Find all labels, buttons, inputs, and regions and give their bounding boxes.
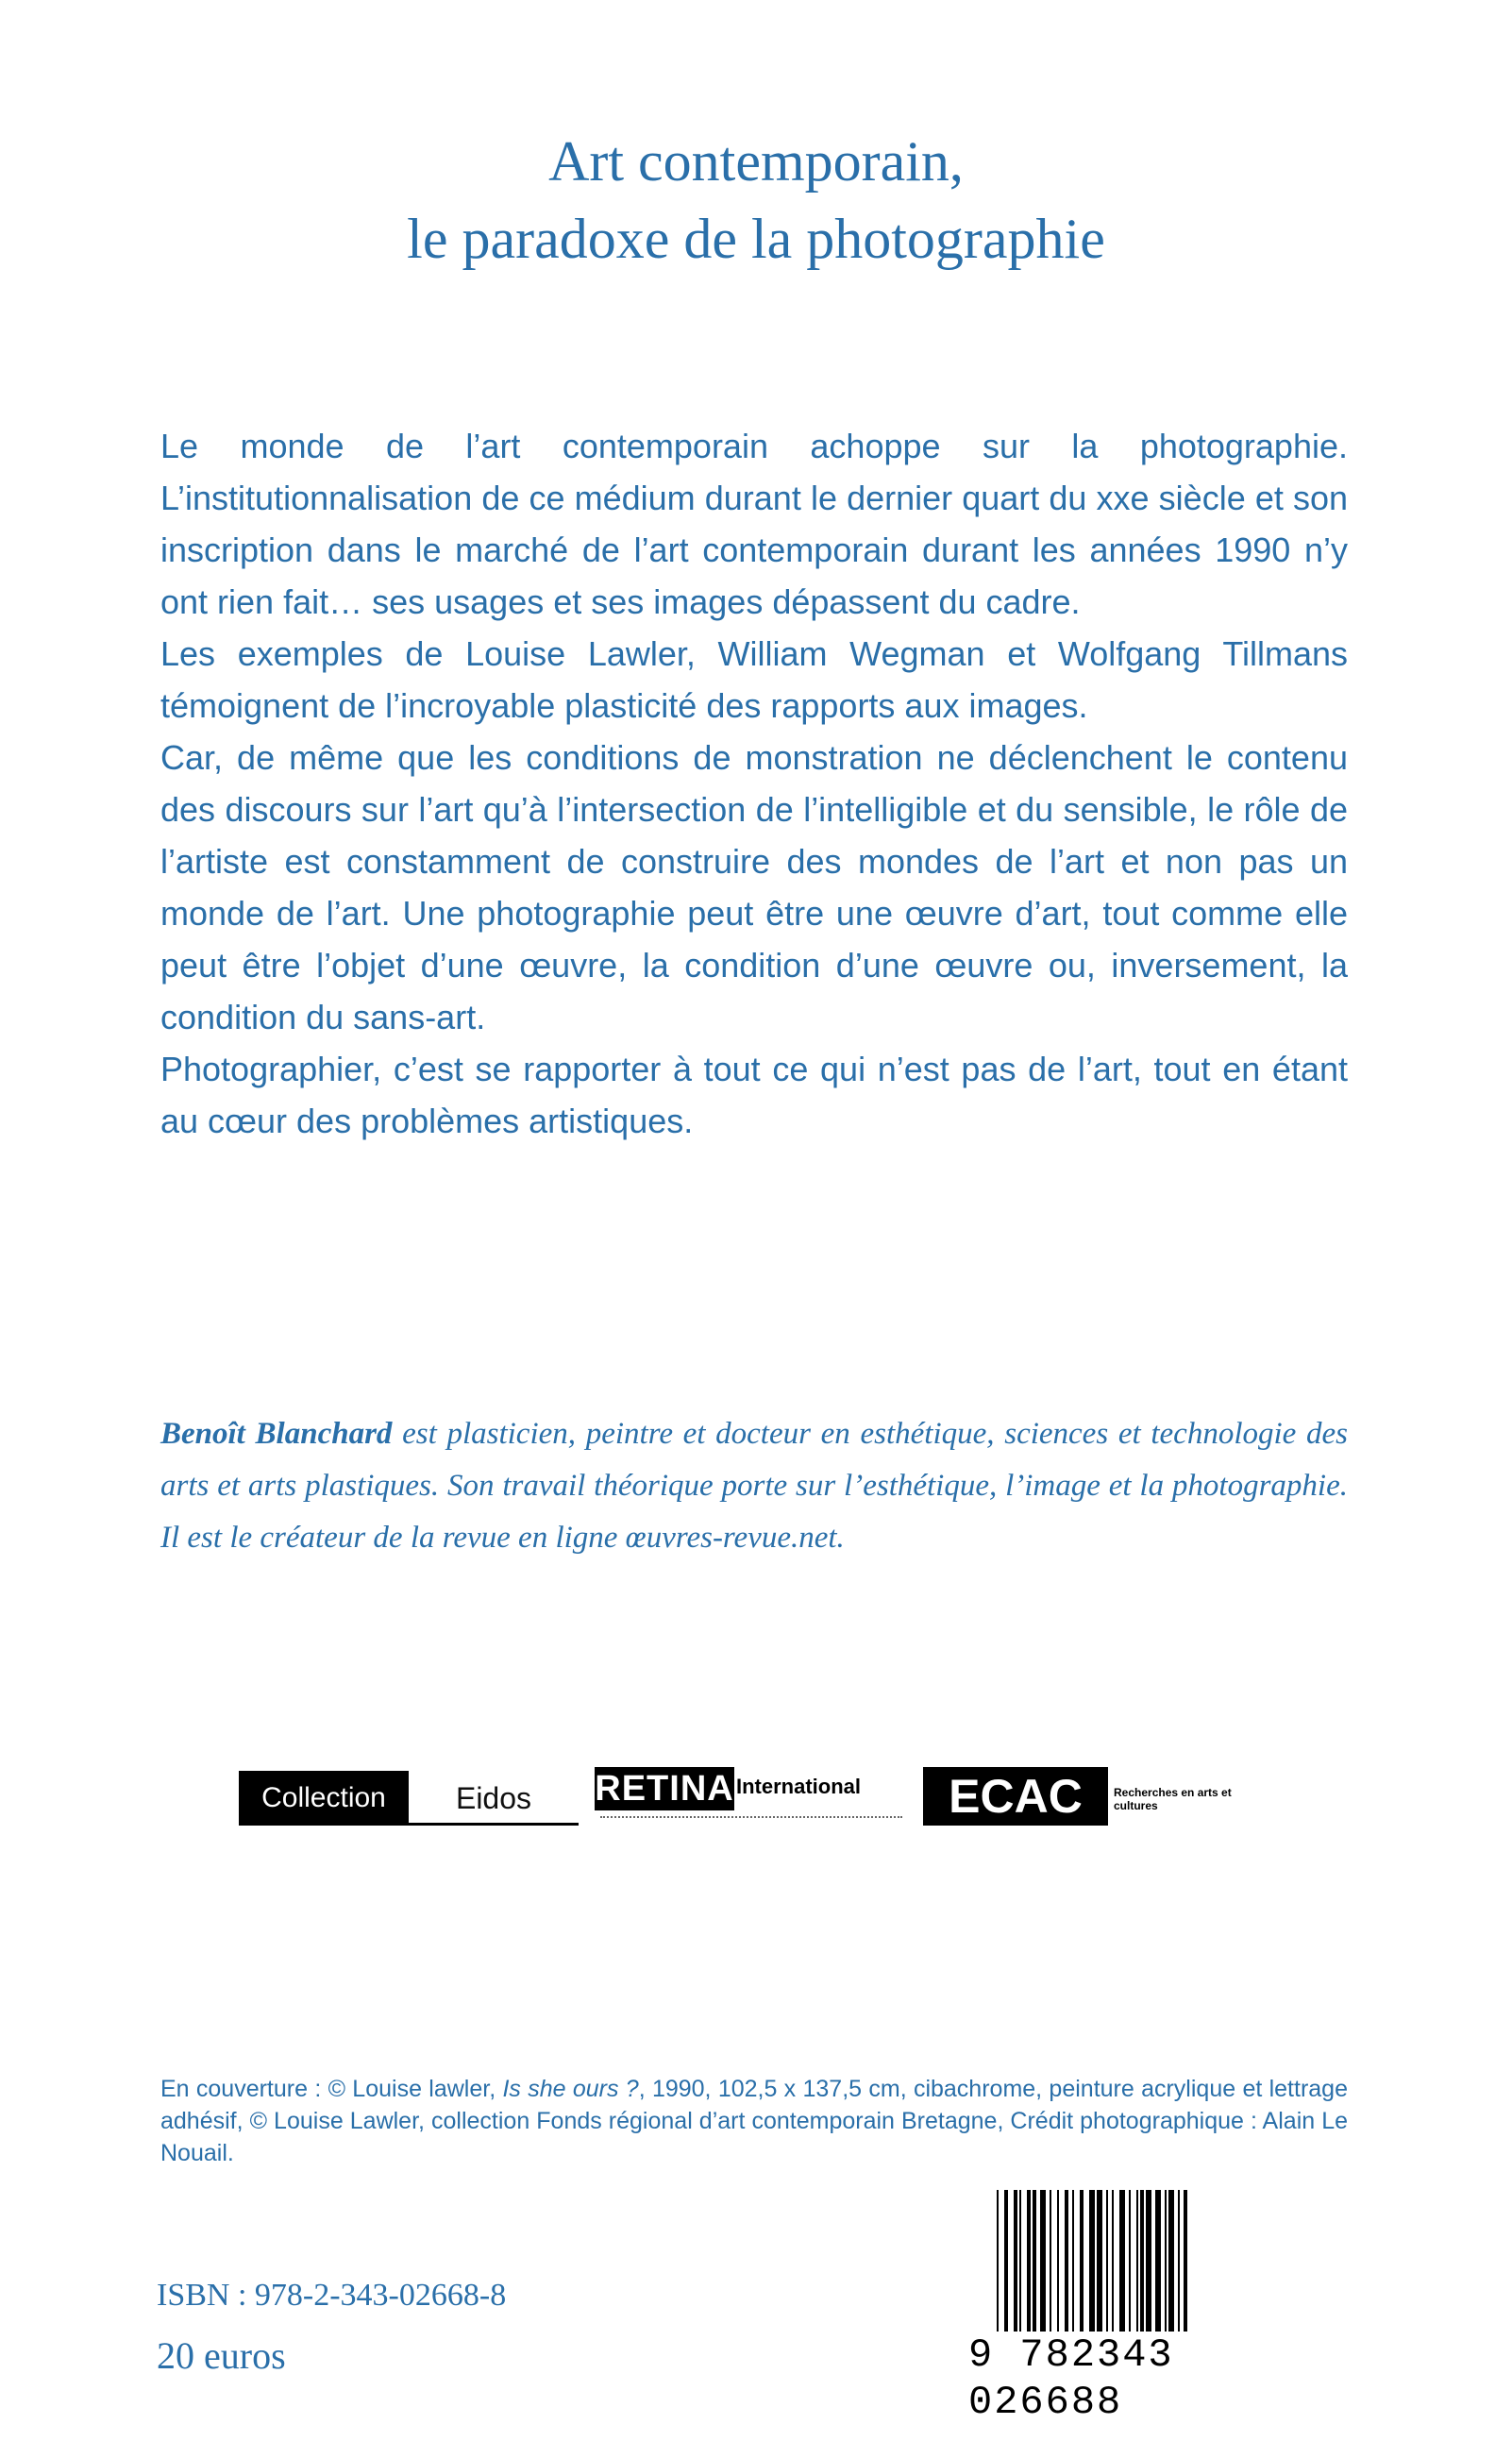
cover-credits — [160, 2073, 1348, 2169]
author-name: Benoît Blanchard — [160, 1417, 393, 1451]
barcode-bars — [997, 2190, 1348, 2350]
price: 20 euros — [157, 2334, 286, 2377]
barcode-bar — [1184, 2190, 1187, 2332]
barcode-bar — [1119, 2190, 1125, 2332]
title-line-2: le paradoxe de la photographie — [407, 208, 1105, 270]
barcode-bar — [997, 2190, 999, 2332]
author-bio — [160, 1408, 1348, 1564]
barcode-bar — [1155, 2190, 1161, 2332]
barcode-bar — [1140, 2190, 1144, 2332]
barcode-bar — [1065, 2190, 1068, 2332]
barcode — [968, 2190, 1348, 2425]
barcode-bar — [1014, 2190, 1017, 2332]
barcode-bar — [1129, 2190, 1131, 2332]
blurb-paragraph-1: Le monde de l’art contemporain achoppe sur la photographie. L’institutionnalisation de ce médium durant le dernier quart du xxe siècle et son inscription dans le marché de l’art contemporain durant les années 1990 n’y ont rien fait… ses usages et ses images dépassent du cadre. — [160, 427, 1348, 621]
retina-logo: RETINA — [595, 1769, 734, 1809]
retina-logo-underline — [600, 1816, 902, 1824]
barcode-bar — [1040, 2190, 1046, 2332]
barcode-bar — [1136, 2190, 1138, 2332]
credits-prefix: En couverture : © Louise lawler, — [160, 2076, 503, 2102]
retina-international-label: International — [736, 1775, 862, 1798]
collection-logo: Collection — [239, 1771, 409, 1826]
blurb-paragraph-2: Les exemples de Louise Lawler, William Wegman et Wolfgang Tillmans témoignent de l’incroyable plasticité des rapports aux images. — [160, 634, 1348, 725]
barcode-bar — [1019, 2190, 1021, 2332]
barcode-bar — [1050, 2190, 1051, 2332]
barcode-bar — [1165, 2190, 1167, 2332]
barcode-bar — [1089, 2190, 1095, 2332]
blurb-paragraph-4: Photographier, c’est se rapporter à tout ce qui n’est pas de l’art, tout en étant au cœur des problèmes artistiques. — [160, 1050, 1348, 1140]
author-bio-text: est plasticien, peintre et docteur en esthétique, sciences et technologie des arts et arts plastiques. Son travail théorique porte sur l’esthétique, l’image et la photographie. Il est le créateur de la revue en ligne œuvres-revue.net. — [160, 1417, 1348, 1555]
ecac-logo: ECAC — [923, 1767, 1108, 1826]
barcode-bar — [1057, 2190, 1059, 2332]
barcode-bar — [1033, 2190, 1036, 2332]
credits-work-title: Is she ours ? — [502, 2076, 639, 2102]
barcode-bar — [1080, 2190, 1084, 2332]
barcode-bar — [1106, 2190, 1108, 2332]
isbn-number: ISBN : 978-2-343-02668-8 — [157, 2278, 507, 2313]
barcode-bar — [1168, 2190, 1174, 2332]
barcode-bar — [1027, 2190, 1031, 2332]
eidos-logo: Eidos — [409, 1771, 579, 1826]
book-title — [0, 123, 1512, 278]
barcode-digits: 9 782343 026688 — [968, 2332, 1174, 2425]
barcode-bar — [1178, 2190, 1180, 2332]
barcode-bar — [1004, 2190, 1008, 2332]
ecac-logo-subtitle: Recherches en arts et cultures — [1114, 1786, 1232, 1812]
title-line-1: Art contemporain, — [548, 130, 964, 193]
credits-rest: , 1990, 102,5 x 137,5 cm, cibachrome, peinture acrylique et lettrage adhésif, © Louise Lawler, collection Fonds régional d’art contemporain Bretagne, Crédit photographique : Alain Le Nouail. — [160, 2076, 1348, 2166]
book-blurb — [160, 420, 1348, 1147]
barcode-bar — [1146, 2190, 1151, 2332]
barcode-bar — [1112, 2190, 1114, 2332]
barcode-bar — [1072, 2190, 1074, 2332]
publisher-logos — [0, 1765, 1512, 1841]
barcode-bar — [1097, 2190, 1102, 2332]
blurb-paragraph-3: Car, de même que les conditions de monstration ne déclenchent le contenu des discours sur l’art qu’à l’intersection de l’intelligible et du sensible, le rôle de l’artiste est constamment de construire des mondes de l’art et non pas un monde de l’art. Une photographie peut être une œuvre d’art, tout comme elle peut être l’objet d’une œuvre, la condition d’une œuvre ou, inversement, la condition du sans-art. — [160, 738, 1348, 1036]
